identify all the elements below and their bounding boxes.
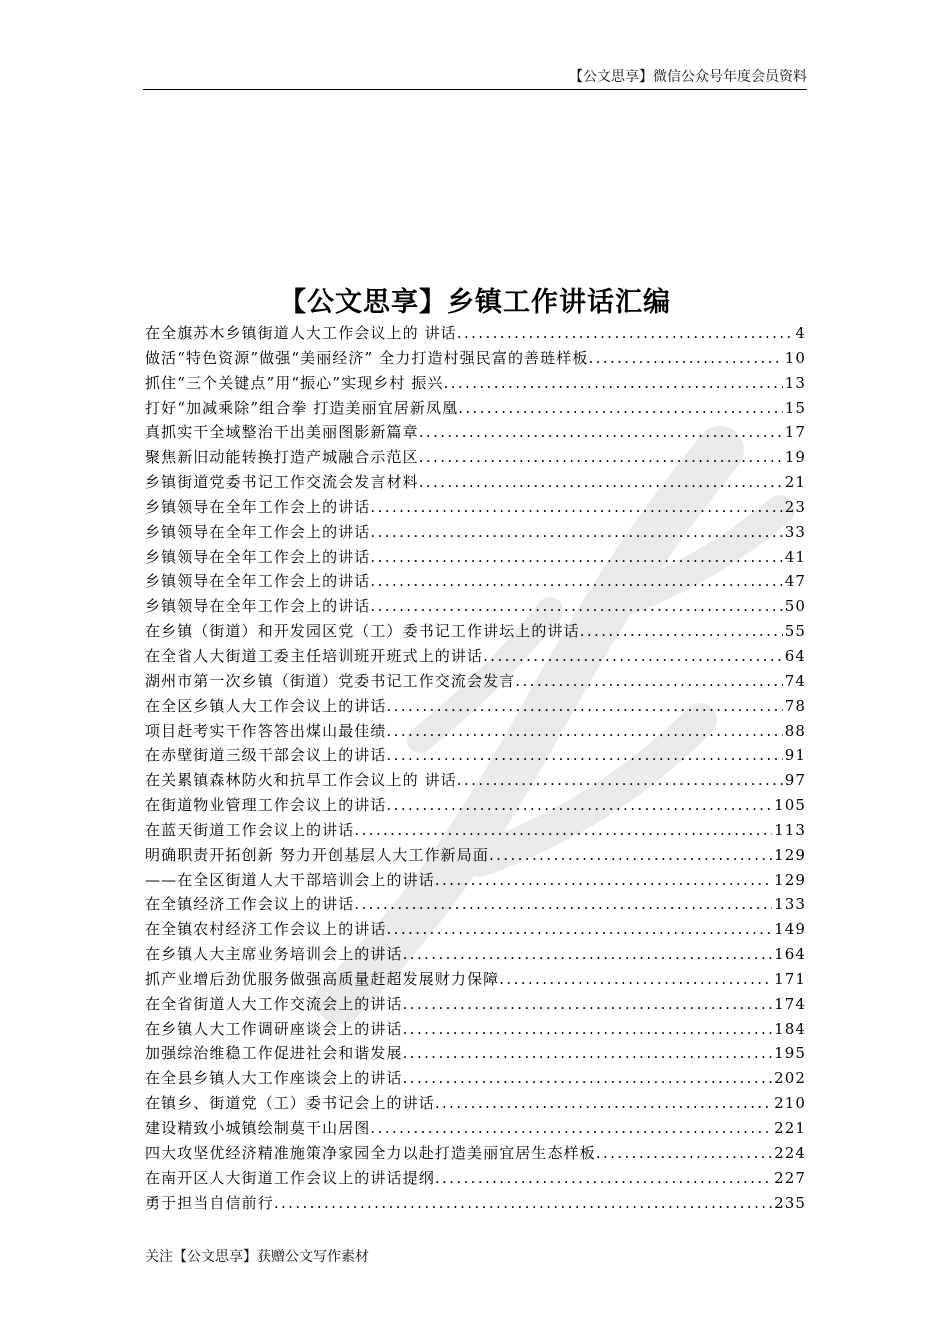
toc-entry[interactable]	[145, 695, 806, 720]
toc-entry-page: 221	[774, 1119, 806, 1137]
toc-dot-leader	[419, 448, 783, 466]
toc-entry-page: 50	[784, 597, 806, 616]
toc-entry-page: 91	[784, 746, 806, 765]
toc-entry[interactable]	[145, 1117, 806, 1142]
toc-entry-page: 129	[774, 870, 806, 889]
toc-entry-page: 105	[774, 796, 806, 815]
toc-entry-title: 建设精致小城镇绘制莫干山居图	[145, 1119, 371, 1137]
toc-entry[interactable]	[145, 570, 806, 595]
toc-entry-page: 174	[774, 994, 806, 1013]
toc-entry[interactable]	[145, 869, 806, 894]
toc-entry[interactable]	[145, 471, 806, 496]
toc-entry-title: ——在全区街道人大干部培训会上的讲话	[145, 870, 435, 889]
toc-entry-page: 23	[784, 497, 806, 516]
toc-entry[interactable]	[145, 1067, 806, 1092]
toc-entry-page: 227	[774, 1168, 806, 1187]
toc-entry-title: 抓住“三个关键点”用“振心”实现乡村 振兴	[145, 373, 444, 392]
toc-entry-title: 湖州市第一次乡镇（街道）党委书记工作交流会发言	[145, 671, 516, 690]
toc-entry-title: 在乡镇人大主席业务培训会上的讲话	[145, 945, 403, 964]
toc-entry[interactable]	[145, 1142, 806, 1167]
toc-dot-leader	[274, 1194, 772, 1212]
toc-entry-page: 171	[774, 969, 806, 988]
toc-entry[interactable]	[145, 794, 806, 819]
toc-entry[interactable]	[145, 844, 806, 869]
toc-entry-page: 210	[774, 1094, 806, 1113]
toc-entry-title: 在南开区人大街道工作会议上的讲话提纲	[145, 1168, 435, 1187]
toc-entry-title: 在蓝天街道工作会议上的讲话	[145, 820, 355, 839]
toc-entry-title: 项目赶考实干作答答出煤山最佳绩	[145, 721, 387, 740]
toc-dot-leader	[515, 672, 782, 690]
toc-entry[interactable]	[145, 993, 806, 1018]
toc-entry[interactable]	[145, 819, 806, 844]
toc-entry[interactable]	[145, 521, 806, 546]
toc-entry-page: 17	[784, 423, 806, 442]
toc-entry-page: 224	[774, 1143, 806, 1162]
toc-entry-page: 164	[774, 945, 806, 964]
toc-dot-leader	[403, 995, 772, 1013]
toc-entry-page: 4	[795, 324, 806, 342]
toc-entry-page: 88	[784, 721, 806, 740]
toc-entry[interactable]	[145, 918, 806, 943]
toc-entry[interactable]	[145, 496, 806, 521]
toc-entry-title: 在乡镇（街道）和开发园区党（工）委书记工作讲坛上的讲话	[145, 622, 580, 641]
toc-dot-leader	[435, 871, 772, 889]
toc-entry[interactable]	[145, 744, 806, 769]
toc-dot-leader	[419, 423, 783, 441]
toc-entry-title: 在全旗苏木乡镇街道人大工作会议上的 讲话	[145, 324, 457, 342]
toc-entry-title: 在街道物业管理工作会议上的讲话	[145, 796, 387, 815]
toc-dot-leader	[483, 647, 783, 665]
toc-entry-page: 113	[774, 820, 806, 839]
toc-dot-leader	[596, 1144, 772, 1162]
toc-entry-title: 乡镇领导在全年工作会上的讲话	[145, 572, 371, 591]
toc-entry[interactable]	[145, 670, 806, 695]
toc-entry[interactable]	[145, 645, 806, 670]
toc-entry[interactable]	[145, 1192, 806, 1217]
toc-entry-title: 加强综治维稳工作促进社会和谐发展	[145, 1044, 403, 1063]
toc-entry[interactable]	[145, 595, 806, 620]
toc-entry-title: 在关累镇森林防火和抗旱工作会议上的 讲话	[145, 771, 457, 790]
toc-dot-leader	[387, 920, 773, 938]
toc-dot-leader	[387, 746, 783, 764]
toc-dot-leader	[403, 1069, 772, 1087]
toc-dot-leader	[354, 895, 772, 913]
toc-entry-title: 勇于担当自信前行	[145, 1193, 274, 1212]
toc-entry-title: 明确职责开拓创新 努力开创基层人大工作新局面	[145, 845, 489, 864]
toc-entry-title: 乡镇领导在全年工作会上的讲话	[145, 497, 371, 516]
toc-dot-leader	[403, 945, 772, 963]
toc-entry-title: 打好“加减乘除”组合拳 打造美丽宜居新凤凰	[145, 398, 459, 417]
toc-dot-leader	[387, 722, 783, 740]
toc-entry-title: 在全省人大街道工委主任培训班开班式上的讲话	[145, 646, 484, 665]
toc-entry[interactable]	[145, 769, 806, 794]
toc-entry-title: 乡镇领导在全年工作会上的讲话	[145, 547, 371, 566]
toc-dot-leader	[435, 1094, 772, 1112]
toc-entry-title: 乡镇领导在全年工作会上的讲话	[145, 597, 371, 616]
toc-entry[interactable]	[145, 322, 806, 347]
toc-dot-leader	[387, 796, 773, 814]
toc-entry[interactable]	[145, 1042, 806, 1067]
toc-entry-title: 在全县乡镇人大工作座谈会上的讲话	[145, 1069, 403, 1088]
toc-entry-page: 10	[784, 348, 806, 367]
toc-dot-leader	[580, 622, 783, 640]
toc-entry[interactable]	[145, 1018, 806, 1043]
toc-entry[interactable]	[145, 1167, 806, 1192]
toc-entry-page: 235	[774, 1193, 806, 1212]
toc-entry[interactable]	[145, 546, 806, 571]
toc-entry-page: 195	[774, 1044, 806, 1063]
toc-entry-page: 202	[774, 1069, 806, 1088]
toc-entry[interactable]	[145, 968, 806, 993]
toc-entry-page: 15	[784, 398, 806, 417]
toc-entry-title: 四大攻坚优经济精准施策净家园全力以赴打造美丽宜居生态样板	[145, 1143, 596, 1162]
toc-entry-page: 64	[784, 646, 806, 665]
toc-entry-page: 13	[784, 373, 806, 392]
toc-entry[interactable]	[145, 943, 806, 968]
toc-dot-leader	[435, 1169, 772, 1187]
table-of-contents	[145, 322, 806, 1216]
toc-entry-title: 在全省街道人大工作交流会上的讲话	[145, 994, 403, 1013]
toc-entry-title: 抓产业增后劲优服务做强高质量赶超发展财力保障	[145, 969, 500, 988]
toc-dot-leader	[457, 324, 794, 342]
toc-dot-leader	[370, 548, 782, 566]
toc-entry-title: 真抓实干全域整治干出美丽图影新篇章	[145, 423, 419, 442]
toc-entry-title: 在全镇经济工作会议上的讲话	[145, 895, 355, 914]
toc-entry[interactable]	[145, 893, 806, 918]
toc-dot-leader	[354, 821, 772, 839]
toc-entry-page: 74	[784, 671, 806, 690]
toc-entry-page: 129	[774, 845, 806, 864]
toc-dot-leader	[458, 399, 782, 417]
toc-entry-title: 在镇乡、街道党（工）委书记会上的讲话	[145, 1094, 435, 1113]
toc-dot-leader	[499, 970, 772, 988]
toc-entry[interactable]	[145, 347, 806, 372]
page-footer-text: 关注【公文思享】获赠公文写作素材	[145, 1249, 369, 1265]
page-header-text: 【公文思享】微信公众号年度会员资料	[569, 69, 807, 85]
toc-dot-leader	[370, 523, 782, 541]
toc-dot-leader	[444, 374, 783, 392]
toc-entry-title: 做活“特色资源”做强“美丽经济” 全力打造村强民富的善琏样板	[145, 348, 589, 367]
toc-entry-page: 21	[784, 473, 806, 492]
toc-entry-title: 在赤壁街道三级干部会议上的讲话	[145, 746, 387, 765]
toc-entry[interactable]	[145, 397, 806, 422]
toc-entry-page: 33	[784, 522, 806, 541]
toc-dot-leader	[489, 846, 772, 864]
toc-entry-title: 聚焦新旧动能转换打造产城融合示范区	[145, 448, 419, 467]
toc-dot-leader	[588, 349, 782, 367]
toc-entry-title: 在全镇农村经济工作会议上的讲话	[145, 920, 387, 939]
document-title: 【公文思享】乡镇工作讲话汇编	[279, 287, 671, 318]
toc-dot-leader	[403, 1020, 772, 1038]
toc-entry[interactable]	[145, 372, 806, 397]
toc-dot-leader	[370, 1119, 772, 1137]
toc-dot-leader	[403, 1044, 772, 1062]
toc-entry-page: 149	[774, 920, 806, 939]
toc-entry-page: 184	[774, 1019, 806, 1038]
toc-entry-title: 乡镇领导在全年工作会上的讲话	[145, 522, 371, 541]
toc-entry-page: 78	[784, 696, 806, 715]
toc-entry[interactable]	[145, 421, 806, 446]
toc-entry[interactable]	[145, 720, 806, 745]
toc-entry-page: 133	[774, 895, 806, 914]
header-divider	[143, 89, 807, 90]
toc-dot-leader	[457, 771, 783, 789]
toc-entry-page: 55	[784, 622, 806, 641]
toc-entry-page: 47	[784, 572, 806, 591]
toc-dot-leader	[370, 572, 782, 590]
toc-entry-title: 乡镇街道党委书记工作交流会发言材料	[145, 473, 419, 492]
toc-dot-leader	[419, 473, 783, 491]
toc-dot-leader	[370, 498, 782, 516]
toc-entry-page: 41	[784, 547, 806, 566]
toc-entry[interactable]	[145, 446, 806, 471]
toc-entry-page: 97	[784, 771, 806, 790]
toc-entry[interactable]	[145, 1092, 806, 1117]
toc-entry-page: 19	[784, 448, 806, 467]
toc-dot-leader	[387, 697, 783, 715]
toc-entry-title: 在全区乡镇人大工作会议上的讲话	[145, 696, 387, 715]
toc-entry-title: 在乡镇人大工作调研座谈会上的讲话	[145, 1019, 403, 1038]
toc-dot-leader	[370, 597, 782, 615]
toc-entry[interactable]	[145, 620, 806, 645]
